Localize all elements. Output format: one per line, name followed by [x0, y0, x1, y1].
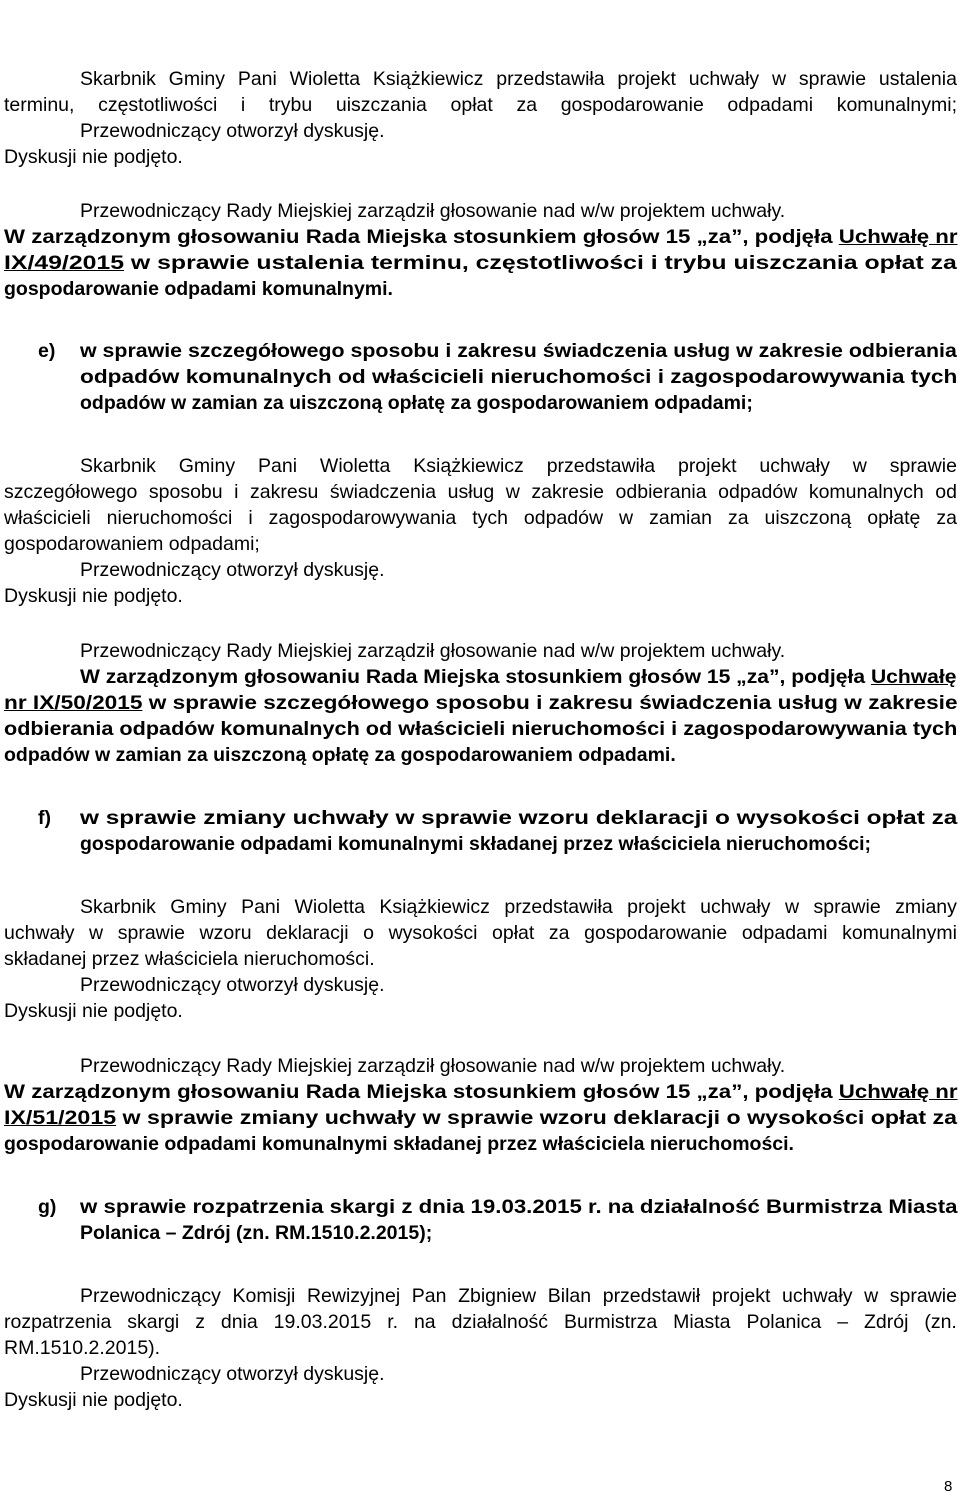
- text-run-l8: gospodarowanie odpadami komunalnymi.: [4, 278, 393, 300]
- word: w: [864, 1285, 879, 1307]
- text-run-l6a: W zarządzonym głosowaniu Rada Miejska stosunkiem głosów 15 „za”, podjęła: [4, 226, 839, 248]
- word: Gminy: [178, 455, 236, 477]
- word: w: [505, 481, 520, 503]
- text-line-e2: [80, 364, 957, 390]
- word: uchwały: [700, 896, 771, 918]
- text-run-e1: w sprawie szczegółowego sposobu i zakresu świadczenia usług w zakresie odbierania: [80, 340, 957, 362]
- word: zmiany: [895, 896, 957, 918]
- text-run-n9: gospodarowanie odpadami komunalnymi składanej przez właściciela nieruchomości.: [4, 1133, 794, 1155]
- text-run-g_label: g): [38, 1196, 57, 1218]
- word: nieruchomości: [106, 507, 233, 529]
- text-line-m10: [4, 716, 957, 742]
- text-run-e_label: e): [38, 340, 56, 362]
- text-run-f2: gospodarowanie odpadami komunalnymi składanej przez właściciela nieruchomości;: [80, 833, 872, 855]
- word: dnia: [220, 1311, 258, 1333]
- word: Rewizyjnej: [306, 1285, 401, 1307]
- word: za: [936, 507, 957, 529]
- word: Burmistrza: [563, 1311, 658, 1333]
- word: Pan: [411, 1285, 447, 1307]
- word: sprawie: [889, 455, 957, 477]
- word: usług: [447, 481, 495, 503]
- word: wysokości: [388, 922, 478, 944]
- text-line-f1: [80, 805, 957, 831]
- word: za: [548, 922, 570, 944]
- text-line-n8a: [4, 1105, 957, 1131]
- text-line-p2: [4, 1309, 957, 1335]
- word: przedstawiła: [496, 68, 605, 90]
- text-run-n5: Dyskusji nie podjęto.: [4, 1000, 183, 1022]
- text-run-n8a: IX/51/2015: [4, 1107, 117, 1129]
- word: wzoru: [199, 922, 252, 944]
- text-line-n1: [80, 894, 957, 920]
- text-line-g2: [80, 1220, 432, 1246]
- text-run-m10: odbierania odpadów komunalnych od właścicieli nieruchomości i zagospodarowywania tych: [4, 718, 958, 740]
- word: uiszczoną: [764, 507, 852, 529]
- text-line-p5: [4, 1387, 183, 1413]
- word: uchwały: [759, 455, 830, 477]
- word: trybu: [268, 94, 313, 116]
- word: Gminy: [170, 896, 227, 918]
- text-line-m2: [4, 479, 957, 505]
- text-line-l7a: [4, 250, 957, 276]
- text-run-p4: Przewodniczący otworzył dyskusję.: [80, 1363, 385, 1385]
- text-line-m6: [4, 583, 183, 609]
- text-run-p5: Dyskusji nie podjęto.: [4, 1389, 183, 1411]
- word: Polanica: [746, 1311, 822, 1333]
- word: sprawie: [813, 896, 881, 918]
- text-line-m9a: [4, 690, 958, 716]
- word: sprawie: [889, 1285, 957, 1307]
- text-line-l5: [80, 198, 785, 224]
- text-run-f1: w sprawie zmiany uchwały w sprawie wzoru deklaracji o wysokości opłat za: [80, 807, 958, 829]
- word: Bilan: [547, 1285, 592, 1307]
- word: zagospodarowywania: [268, 507, 457, 529]
- text-run-e3: odpadów w zamian za uiszczoną opłatę za gospodarowaniem odpadami;: [80, 392, 753, 414]
- text-run-m11: odpadów w zamian za uiszczoną opłatę za gospodarowaniem odpadami.: [4, 744, 676, 766]
- word: Pani: [241, 896, 281, 918]
- text-line-l4: [4, 144, 183, 170]
- text-run-m9a: nr IX/50/2015: [4, 692, 143, 714]
- word: odpadów: [718, 481, 798, 503]
- word: Pani: [237, 68, 277, 90]
- word: za: [516, 94, 538, 116]
- text-line-l1: [80, 66, 957, 92]
- word: i: [248, 507, 253, 529]
- word: świadczenia: [329, 481, 437, 503]
- word: w: [89, 922, 104, 944]
- word: w: [852, 455, 867, 477]
- word: odbierania: [615, 481, 707, 503]
- word: opłatę: [867, 507, 921, 529]
- word: zamian: [649, 507, 712, 529]
- word: w: [771, 68, 787, 90]
- text-line-m7: [80, 638, 785, 664]
- text-line-m11: [4, 742, 676, 768]
- word: uchwały: [782, 1285, 853, 1307]
- word: odpadów: [523, 507, 604, 529]
- word: działalność: [451, 1311, 549, 1333]
- word: Skarbnik: [80, 896, 156, 918]
- word: projekt: [677, 455, 737, 477]
- text-run-l4: Dyskusji nie podjęto.: [4, 146, 183, 168]
- word: Skarbnik: [80, 455, 156, 477]
- word: za: [727, 507, 749, 529]
- word: terminu,: [4, 94, 75, 116]
- word: gospodarowanie: [584, 922, 728, 944]
- text-run-n8b: w sprawie zmiany uchwały w sprawie wzoru deklaracji o wysokości opłat za: [116, 1107, 958, 1129]
- text-line-n6: [80, 1053, 785, 1079]
- word: deklaracji: [266, 922, 349, 944]
- word: sprawie: [117, 922, 185, 944]
- text-run-m8b: Uchwałę: [870, 666, 957, 688]
- word: r.: [387, 1311, 399, 1333]
- text-line-n3: [4, 946, 375, 972]
- word: ustalenia: [878, 68, 957, 90]
- page-number: 8: [944, 1478, 953, 1495]
- word: opłat: [492, 922, 535, 944]
- word: Miasta: [673, 1311, 731, 1333]
- text-run-n3: składanej przez właściciela nieruchomości.: [4, 948, 375, 970]
- word: Komisji: [232, 1285, 296, 1307]
- text-line-m4: [4, 531, 260, 557]
- word: komunalnymi: [842, 922, 957, 944]
- word: zakresie: [531, 481, 604, 503]
- text-run-m6: Dyskusji nie podjęto.: [4, 585, 183, 607]
- word: opłat: [450, 94, 493, 116]
- word: Wioletta: [289, 68, 361, 90]
- text-line-n5: [4, 998, 183, 1024]
- text-run-m8a: W zarządzonym głosowaniu Rada Miejska stosunkiem głosów 15 „za”, podjęła: [80, 666, 871, 688]
- text-line-g1: [80, 1194, 958, 1220]
- text-run-e2: odpadów komunalnych od właścicieli nieruchomości i zagospodarowywania tych: [80, 366, 958, 388]
- word: Pani: [258, 455, 298, 477]
- word: Wioletta: [319, 455, 391, 477]
- word: –: [837, 1311, 849, 1333]
- word: projekt: [711, 1285, 771, 1307]
- word: z: [195, 1311, 205, 1333]
- word: Skarbnik: [80, 68, 156, 90]
- word: (zn.: [924, 1311, 957, 1333]
- word: sposobu: [148, 481, 223, 503]
- text-run-l6b: Uchwałę nr: [838, 226, 958, 248]
- word: Książkiewicz: [379, 896, 490, 918]
- word: o: [363, 922, 374, 944]
- word: skargi: [127, 1311, 180, 1333]
- word: przedstawiła: [504, 896, 613, 918]
- word: Książkiewicz: [413, 455, 524, 477]
- text-run-m4: gospodarowaniem odpadami;: [4, 533, 260, 555]
- text-run-m9b: w sprawie szczegółowego sposobu i zakresu świadczenia usług w zakresie: [142, 692, 958, 714]
- word: tych: [472, 507, 508, 529]
- word: Przewodniczący: [80, 1285, 221, 1307]
- word: sprawie: [798, 68, 867, 90]
- word: Wioletta: [294, 896, 365, 918]
- text-line-e_label: [38, 338, 55, 364]
- text-run-f_label: f): [38, 807, 51, 829]
- text-line-l2: [4, 92, 957, 118]
- word: uchwały: [688, 68, 760, 90]
- word: projekt: [617, 68, 676, 90]
- word: 19.03.2015: [273, 1311, 372, 1333]
- word: komunalnymi;: [836, 94, 957, 116]
- word: rozpatrzenia: [4, 1311, 112, 1333]
- text-line-p1: [80, 1283, 957, 1309]
- word: na: [413, 1311, 436, 1333]
- text-run-m7: Przewodniczący Rady Miejskiej zarządził głosowanie nad w/w projektem uchwały.: [80, 640, 786, 662]
- text-line-m8a: [80, 664, 957, 690]
- word: Gminy: [168, 68, 226, 90]
- text-run-l5: Przewodniczący Rady Miejskiej zarządził głosowanie nad w/w projektem uchwały.: [80, 200, 786, 222]
- word: projekt: [627, 896, 686, 918]
- text-line-p4: [80, 1361, 385, 1387]
- word: Zbigniew: [458, 1285, 537, 1307]
- text-line-m1: [80, 453, 957, 479]
- text-line-m5: [80, 557, 385, 583]
- text-line-l3: [80, 118, 385, 144]
- word: szczegółowego: [4, 481, 138, 503]
- text-line-e3: [80, 390, 753, 416]
- text-run-n7a: W zarządzonym głosowaniu Rada Miejska stosunkiem głosów 15 „za”, podjęła: [4, 1081, 839, 1103]
- text-line-m3: [4, 505, 957, 531]
- text-line-l6a: [4, 224, 958, 250]
- word: uiszczania: [335, 94, 427, 116]
- text-run-n4: Przewodniczący otworzył dyskusję.: [80, 974, 385, 996]
- word: uchwały: [4, 922, 75, 944]
- text-run-n7b: Uchwałę nr: [838, 1081, 958, 1103]
- text-run-l7b: w sprawie ustalenia terminu, częstotliwości i trybu uiszczania opłat za: [124, 252, 957, 274]
- text-line-f_label: [38, 805, 51, 831]
- word: komunalnych: [808, 481, 924, 503]
- word: Zdrój: [863, 1311, 909, 1333]
- word: od: [935, 481, 957, 503]
- text-run-p3: RM.1510.2.2015).: [4, 1337, 161, 1359]
- word: i: [234, 481, 239, 503]
- text-run-g2: Polanica – Zdrój (zn. RM.1510.2.2015);: [80, 1222, 433, 1244]
- text-run-n6: Przewodniczący Rady Miejskiej zarządził głosowanie nad w/w projektem uchwały.: [80, 1055, 786, 1077]
- word: w: [784, 896, 800, 918]
- text-line-p3: [4, 1335, 160, 1361]
- text-line-l8: [4, 276, 393, 302]
- text-line-g_label: [38, 1194, 56, 1220]
- text-run-l3: Przewodniczący otworzył dyskusję.: [80, 120, 385, 142]
- text-line-e1: [80, 338, 957, 364]
- text-line-n7a: [4, 1079, 958, 1105]
- word: zakresu: [250, 481, 319, 503]
- word: odpadami: [741, 922, 828, 944]
- text-line-n4: [80, 972, 385, 998]
- word: właścicieli: [4, 507, 91, 529]
- word: i: [240, 94, 246, 116]
- text-line-f2: [80, 831, 871, 857]
- word: częstotliwości: [98, 94, 218, 116]
- word: w: [619, 507, 634, 529]
- word: przedstawiła: [546, 455, 656, 477]
- text-run-l7a: IX/49/2015: [4, 252, 125, 274]
- text-line-n9: [4, 1131, 794, 1157]
- word: Książkiewicz: [372, 68, 484, 90]
- text-run-g1: w sprawie rozpatrzenia skargi z dnia 19.03.2015 r. na działalność Burmistrza Miasta: [80, 1196, 958, 1218]
- word: odpadami: [727, 94, 814, 116]
- text-line-n2: [4, 920, 957, 946]
- word: gospodarowanie: [560, 94, 704, 116]
- word: przedstawił: [602, 1285, 701, 1307]
- text-run-m5: Przewodniczący otworzył dyskusję.: [80, 559, 385, 581]
